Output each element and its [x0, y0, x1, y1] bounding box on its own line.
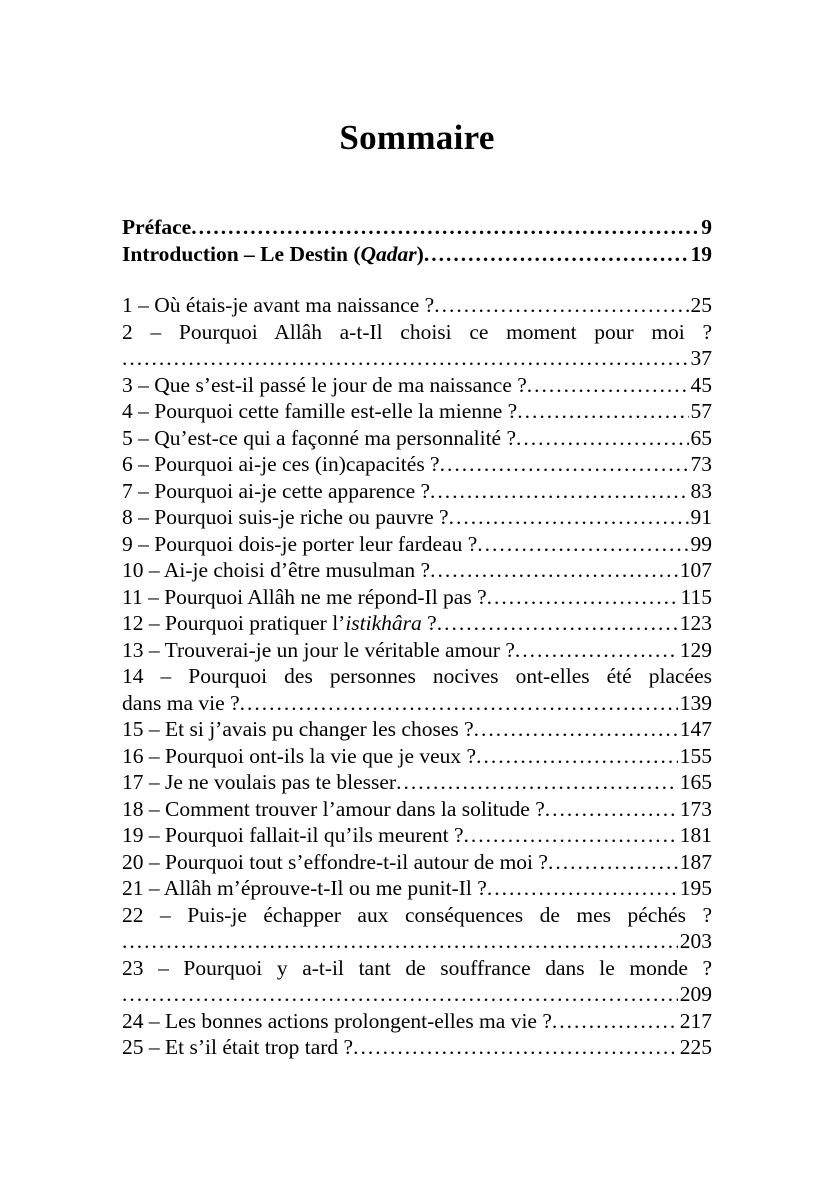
toc-entry[interactable] — [122, 531, 712, 558]
toc-entry[interactable] — [122, 875, 712, 902]
toc-entry-label: 20 – Pourquoi tout s’effondre-t-il autour de moi ? — [122, 849, 548, 874]
dot-leader — [437, 610, 678, 637]
dot-leader — [122, 981, 678, 1008]
toc-entry-introduction[interactable] — [122, 241, 712, 268]
dot-leader — [353, 1034, 678, 1061]
dot-leader — [548, 849, 678, 876]
dot-leader — [440, 451, 689, 478]
toc-entry-label: 7 – Pourquoi ai-je cette apparence ? — [122, 478, 431, 503]
toc-entry[interactable] — [122, 743, 712, 770]
toc-entry-label: 18 – Comment trouver l’amour dans la solitude ? — [122, 796, 545, 821]
dot-leader — [516, 425, 688, 452]
toc-entry[interactable] — [122, 319, 712, 346]
dot-leader — [487, 584, 679, 611]
dot-leader — [474, 716, 678, 743]
toc-entry-label: 6 – Pourquoi ai-je ces (in)capacités ? — [122, 452, 440, 476]
dot-leader — [434, 292, 688, 319]
toc-entry-label: 13 – Trouverai-je un jour le véritable amour ? — [122, 637, 515, 662]
dot-leader — [240, 690, 678, 717]
toc-entry-continuation[interactable] — [122, 981, 712, 1008]
dot-leader — [122, 928, 678, 955]
toc-page-number: 195 — [679, 876, 712, 900]
toc-entry-label: 17 – Je ne voulais pas te blesser — [122, 770, 397, 794]
dot-leader — [545, 796, 678, 823]
label-italic: istikhâra — [345, 611, 422, 635]
toc-page-number: 147 — [679, 717, 712, 741]
toc-entry[interactable] — [122, 1008, 712, 1035]
dot-leader — [477, 531, 688, 558]
toc-page-number: 25 — [690, 293, 712, 317]
toc-page-number: 19 — [690, 241, 712, 266]
toc-entry-label: 25 – Et s’il était trop tard ? — [122, 1035, 354, 1059]
toc-entry[interactable] — [122, 663, 712, 690]
page-title: Sommaire — [339, 118, 495, 157]
toc-entry-label: 21 – Allâh m’éprouve-t-Il ou me punit-Il ? — [122, 876, 487, 900]
toc-entry-label: 5 – Qu’est-ce qui a façonné ma personnalité ? — [122, 425, 517, 450]
toc-page-number: 217 — [679, 1008, 712, 1033]
toc-entry-continuation[interactable] — [122, 345, 712, 372]
toc-page-number: 129 — [679, 637, 712, 662]
toc-entry[interactable] — [122, 796, 712, 823]
toc-page-number: 225 — [679, 1035, 712, 1059]
dot-leader — [517, 398, 688, 425]
toc-entry[interactable] — [122, 822, 712, 849]
toc-page-number: 187 — [679, 849, 712, 874]
toc-page-number: 107 — [679, 558, 712, 582]
dot-leader — [191, 214, 699, 241]
toc-page-number: 91 — [690, 505, 712, 529]
toc-entry-label — [122, 241, 424, 268]
label-text: ) — [416, 241, 424, 266]
toc-entry[interactable] — [122, 610, 712, 637]
toc-entry[interactable] — [122, 504, 712, 531]
dot-leader — [487, 875, 678, 902]
dot-leader — [552, 1008, 678, 1035]
toc-entry-label: 10 – Ai-je choisi d’être musulman ? — [122, 558, 431, 582]
toc-entry-preface[interactable] — [122, 214, 712, 241]
toc-entry[interactable] — [122, 637, 712, 664]
toc-entry-label: 3 – Que s’est-il passé le jour de ma naissance ? — [122, 372, 527, 397]
dot-leader — [449, 504, 689, 531]
toc-chapters — [122, 292, 712, 1061]
toc-entry-label: 23 – Pourquoi y a-t-il tant de souffrance dans le monde ? — [122, 955, 712, 980]
toc-page-number: 73 — [690, 452, 712, 476]
toc-page-number: 173 — [679, 796, 712, 821]
toc-page-number: 139 — [679, 690, 712, 715]
dot-leader — [476, 743, 678, 770]
toc-entry-label: 11 – Pourquoi Allâh ne me répond-Il pas ? — [122, 584, 487, 609]
toc-entry[interactable] — [122, 1034, 712, 1061]
toc-page-number: 99 — [690, 531, 712, 556]
toc-entry[interactable] — [122, 584, 712, 611]
toc-entry-label — [122, 610, 437, 637]
toc-page-number: 65 — [690, 425, 712, 450]
toc-entry-label: 24 – Les bonnes actions prolongent-elles ma vie ? — [122, 1008, 552, 1033]
dot-leader — [122, 345, 689, 372]
dot-leader — [515, 637, 678, 664]
toc-entry-label: 22 – Puis-je échapper aux conséquences de mes péchés ? — [122, 902, 712, 927]
toc-entry-label: 8 – Pourquoi suis-je riche ou pauvre ? — [122, 505, 449, 529]
toc-entry-label: 16 – Pourquoi ont-ils la vie que je veux ? — [122, 743, 477, 768]
toc-front-matter — [122, 214, 712, 267]
toc-entry[interactable] — [122, 902, 712, 929]
toc-page-number: 181 — [679, 823, 712, 847]
toc-page-number: 209 — [679, 982, 712, 1006]
toc-entry[interactable] — [122, 769, 712, 796]
dot-leader — [430, 478, 688, 505]
toc-page-number: 115 — [680, 584, 712, 609]
toc-entry-label: 4 – Pourquoi cette famille est-elle la mienne ? — [122, 399, 518, 423]
toc-page-number: 203 — [679, 929, 712, 953]
toc-entry-continuation[interactable] — [122, 690, 712, 717]
toc-entry[interactable] — [122, 716, 712, 743]
toc-entry-label: 14 – Pourquoi des personnes nocives ont-elles été placées — [122, 664, 712, 688]
toc-entry[interactable] — [122, 451, 712, 478]
toc-entry[interactable] — [122, 478, 712, 505]
toc-entry-label: 19 – Pourquoi fallait-il qu’ils meurent ? — [122, 823, 464, 847]
toc-entry[interactable] — [122, 372, 712, 399]
toc-entry-label: 1 – Où étais-je avant ma naissance ? — [122, 293, 435, 317]
dot-leader — [464, 822, 678, 849]
toc-entry-label: 15 – Et si j’avais pu changer les choses ? — [122, 717, 474, 741]
toc-entry[interactable] — [122, 292, 712, 319]
toc-page-number: 45 — [690, 372, 712, 397]
toc-page-number: 123 — [679, 611, 712, 635]
toc-entry[interactable] — [122, 425, 712, 452]
toc-entry-continuation[interactable] — [122, 928, 712, 955]
toc-page-number: 83 — [690, 478, 712, 503]
label-text: ? — [421, 611, 437, 635]
dot-leader — [430, 557, 678, 584]
toc-page-number: 37 — [690, 346, 712, 370]
toc-page-number: 57 — [690, 399, 712, 423]
toc-entry[interactable] — [122, 849, 712, 876]
toc-page-number: 155 — [679, 743, 712, 768]
toc-entry-label: 9 – Pourquoi dois-je porter leur fardeau ? — [122, 531, 478, 556]
toc-page-number: 9 — [701, 215, 712, 239]
toc-entry[interactable] — [122, 955, 712, 982]
toc-entry-label: Préface — [122, 215, 192, 239]
dot-leader — [527, 372, 689, 399]
label-text: Introduction – Le Destin ( — [122, 241, 361, 266]
label-text: 12 – Pourquoi pratiquer l’ — [122, 611, 346, 635]
dot-leader — [424, 241, 689, 268]
toc-entry-label: 2 – Pourquoi Allâh a-t-Il choisi ce moment pour moi ? — [122, 319, 712, 344]
toc-entry[interactable] — [122, 398, 712, 425]
label-italic: Qadar — [360, 241, 417, 266]
toc-page-number: 165 — [679, 770, 712, 794]
toc-entry-label: dans ma vie ? — [122, 690, 240, 715]
dot-leader — [396, 769, 678, 796]
toc-entry[interactable] — [122, 557, 712, 584]
